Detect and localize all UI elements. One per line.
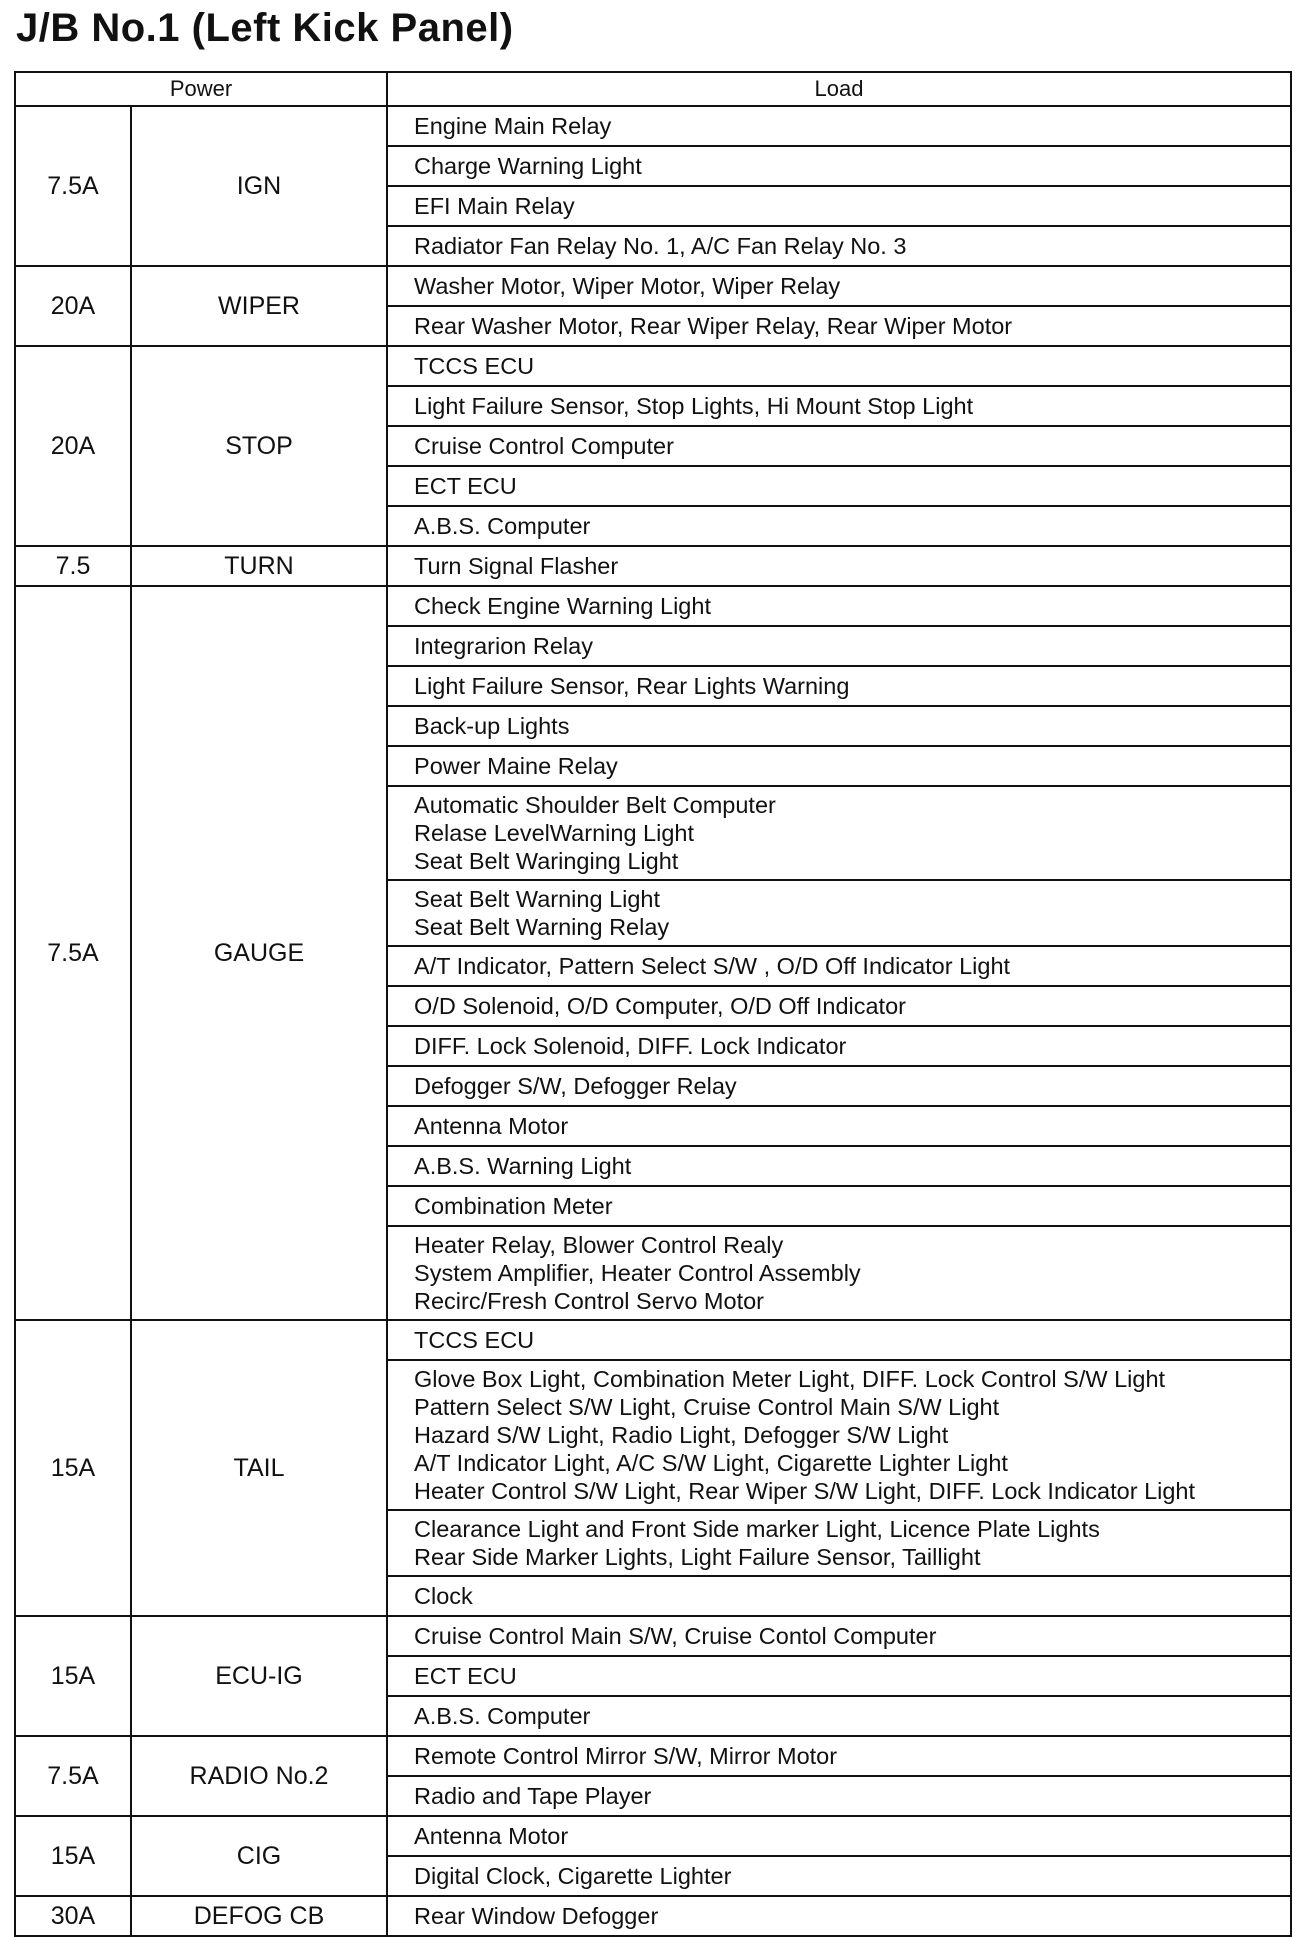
table-row bbox=[15, 1816, 1291, 1856]
fuse-table bbox=[14, 71, 1292, 1937]
load-line: DIFF. Lock Solenoid, DIFF. Lock Indicator bbox=[414, 1033, 847, 1059]
load-cell bbox=[387, 986, 1291, 1026]
table-row bbox=[15, 1616, 1291, 1656]
load-line: Antenna Motor bbox=[414, 1113, 569, 1139]
fuse-name: TURN bbox=[131, 546, 387, 586]
load-line: TCCS ECU bbox=[414, 1327, 535, 1353]
load-line: Rear Window Defogger bbox=[414, 1903, 659, 1929]
fuse-amperage: 7.5 bbox=[15, 546, 131, 586]
load-line: Antenna Motor bbox=[414, 1823, 569, 1849]
page-title: J/B No.1 (Left Kick Panel) bbox=[16, 6, 514, 50]
load-line: Radiator Fan Relay No. 1, A/C Fan Relay No. 3 bbox=[414, 233, 907, 259]
table-row bbox=[15, 1896, 1291, 1936]
load-cell bbox=[387, 1656, 1291, 1696]
fuse-amperage: 15A bbox=[15, 1320, 131, 1616]
load-cell bbox=[387, 586, 1291, 626]
load-line: Integrarion Relay bbox=[414, 633, 593, 659]
load-line: A.B.S. Warning Light bbox=[414, 1153, 632, 1179]
power-header: Power bbox=[15, 72, 387, 106]
load-line: Pattern Select S/W Light, Cruise Control Main S/W Light bbox=[414, 1394, 1000, 1420]
load-line: Radio and Tape Player bbox=[414, 1783, 652, 1809]
fuse-name: RADIO No.2 bbox=[131, 1736, 387, 1816]
fuse-name: TAIL bbox=[131, 1320, 387, 1616]
load-cell bbox=[387, 626, 1291, 666]
load-line: Light Failure Sensor, Rear Lights Warning bbox=[414, 673, 850, 699]
load-cell bbox=[387, 1320, 1291, 1360]
load-cell bbox=[387, 1106, 1291, 1146]
fuse-table-body bbox=[15, 106, 1291, 1936]
load-cell bbox=[387, 666, 1291, 706]
load-cell bbox=[387, 746, 1291, 786]
load-cell bbox=[387, 1186, 1291, 1226]
load-cell bbox=[387, 466, 1291, 506]
table-row bbox=[15, 586, 1291, 626]
load-line: Defogger S/W, Defogger Relay bbox=[414, 1073, 737, 1099]
load-line: Glove Box Light, Combination Meter Light, DIFF. Lock Control S/W Light bbox=[414, 1366, 1166, 1392]
load-cell bbox=[387, 946, 1291, 986]
load-cell bbox=[387, 266, 1291, 306]
table-row bbox=[15, 346, 1291, 386]
load-line: ECT ECU bbox=[414, 1663, 517, 1689]
header-row bbox=[15, 72, 1291, 106]
load-line: Relase LevelWarning Light bbox=[414, 820, 694, 846]
load-line: Heater Relay, Blower Control Realy bbox=[414, 1232, 784, 1258]
load-line: Seat Belt Warning Light bbox=[414, 886, 661, 912]
load-line: ECT ECU bbox=[414, 473, 517, 499]
load-cell bbox=[387, 1576, 1291, 1616]
load-cell bbox=[387, 186, 1291, 226]
load-line: Cruise Control Computer bbox=[414, 433, 674, 459]
load-cell bbox=[387, 546, 1291, 586]
load-cell bbox=[387, 1816, 1291, 1856]
load-line: Cruise Control Main S/W, Cruise Contol Computer bbox=[414, 1623, 937, 1649]
load-line: Clock bbox=[414, 1583, 473, 1609]
load-line: Rear Washer Motor, Rear Wiper Relay, Rear Wiper Motor bbox=[414, 313, 1013, 339]
load-line: Automatic Shoulder Belt Computer bbox=[414, 792, 776, 818]
load-header: Load bbox=[387, 72, 1291, 106]
load-line: A/T Indicator, Pattern Select S/W , O/D Off Indicator Light bbox=[414, 953, 1011, 979]
load-line: TCCS ECU bbox=[414, 353, 535, 379]
fuse-name: CIG bbox=[131, 1816, 387, 1896]
fuse-name: STOP bbox=[131, 346, 387, 546]
load-cell bbox=[387, 306, 1291, 346]
load-cell bbox=[387, 506, 1291, 546]
table-row bbox=[15, 1320, 1291, 1360]
load-cell bbox=[387, 1026, 1291, 1066]
load-cell bbox=[387, 786, 1291, 880]
load-line: Remote Control Mirror S/W, Mirror Motor bbox=[414, 1743, 838, 1769]
load-line: System Amplifier, Heater Control Assembly bbox=[414, 1260, 861, 1286]
load-line: Light Failure Sensor, Stop Lights, Hi Mount Stop Light bbox=[414, 393, 974, 419]
fuse-amperage: 15A bbox=[15, 1816, 131, 1896]
load-cell bbox=[387, 1510, 1291, 1576]
load-cell bbox=[387, 386, 1291, 426]
load-cell bbox=[387, 106, 1291, 146]
table-row bbox=[15, 106, 1291, 146]
load-line: A.B.S. Computer bbox=[414, 1703, 591, 1729]
load-line: Seat Belt Waringing Light bbox=[414, 848, 679, 874]
load-line: Washer Motor, Wiper Motor, Wiper Relay bbox=[414, 273, 841, 299]
load-cell bbox=[387, 1736, 1291, 1776]
load-cell bbox=[387, 1066, 1291, 1106]
load-line: Check Engine Warning Light bbox=[414, 593, 711, 619]
fuse-amperage: 20A bbox=[15, 346, 131, 546]
load-line: EFI Main Relay bbox=[414, 193, 575, 219]
table-row bbox=[15, 1736, 1291, 1776]
fuse-amperage: 7.5A bbox=[15, 106, 131, 266]
load-cell bbox=[387, 226, 1291, 266]
load-line: Power Maine Relay bbox=[414, 753, 618, 779]
load-line: Charge Warning Light bbox=[414, 153, 642, 179]
load-line: O/D Solenoid, O/D Computer, O/D Off Indicator bbox=[414, 993, 906, 1019]
load-cell bbox=[387, 1616, 1291, 1656]
fuse-amperage: 20A bbox=[15, 266, 131, 346]
load-line: Hazard S/W Light, Radio Light, Defogger S/W Light bbox=[414, 1422, 949, 1448]
load-line: Recirc/Fresh Control Servo Motor bbox=[414, 1288, 765, 1314]
load-line: Combination Meter bbox=[414, 1193, 613, 1219]
fuse-name: ECU-IG bbox=[131, 1616, 387, 1736]
load-cell bbox=[387, 1146, 1291, 1186]
load-cell bbox=[387, 426, 1291, 466]
load-line: Digital Clock, Cigarette Lighter bbox=[414, 1863, 732, 1889]
load-line: Engine Main Relay bbox=[414, 113, 612, 139]
load-cell bbox=[387, 1776, 1291, 1816]
load-line: A.B.S. Computer bbox=[414, 513, 591, 539]
load-cell bbox=[387, 1360, 1291, 1510]
load-cell bbox=[387, 1226, 1291, 1320]
load-line: A/T Indicator Light, A/C S/W Light, Cigarette Lighter Light bbox=[414, 1450, 1008, 1476]
load-cell bbox=[387, 880, 1291, 946]
load-cell bbox=[387, 706, 1291, 746]
fuse-name: IGN bbox=[131, 106, 387, 266]
load-line: Clearance Light and Front Side marker Light, Licence Plate Lights bbox=[414, 1516, 1100, 1542]
fuse-name: GAUGE bbox=[131, 586, 387, 1320]
load-cell bbox=[387, 1896, 1291, 1936]
load-line: Heater Control S/W Light, Rear Wiper S/W Light, DIFF. Lock Indicator Light bbox=[414, 1478, 1196, 1504]
load-cell bbox=[387, 1696, 1291, 1736]
load-cell bbox=[387, 346, 1291, 386]
table-row bbox=[15, 546, 1291, 586]
table-row bbox=[15, 266, 1291, 306]
fuse-name: WIPER bbox=[131, 266, 387, 346]
load-line: Back-up Lights bbox=[414, 713, 570, 739]
load-line: Rear Side Marker Lights, Light Failure Sensor, Taillight bbox=[414, 1544, 981, 1570]
fuse-amperage: 7.5A bbox=[15, 1736, 131, 1816]
fuse-amperage: 15A bbox=[15, 1616, 131, 1736]
fuse-amperage: 7.5A bbox=[15, 586, 131, 1320]
fuse-amperage: 30A bbox=[15, 1896, 131, 1936]
load-cell bbox=[387, 146, 1291, 186]
load-cell bbox=[387, 1856, 1291, 1896]
load-line: Seat Belt Warning Relay bbox=[414, 914, 670, 940]
fuse-name: DEFOG CB bbox=[131, 1896, 387, 1936]
load-line: Turn Signal Flasher bbox=[414, 553, 619, 579]
